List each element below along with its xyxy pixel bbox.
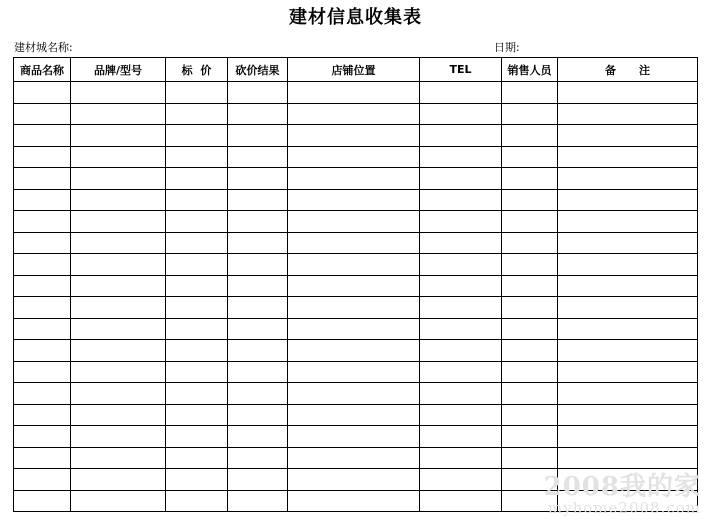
table-cell[interactable] [558,490,698,512]
header-tel: TEL [420,58,502,82]
watermark-line-2: myhome2008.com [547,499,701,518]
header-bargain-result: 砍价结果 [228,58,288,82]
table-cell[interactable] [14,318,71,340]
table-cell[interactable] [71,211,166,233]
table-cell[interactable] [71,254,166,276]
table-cell[interactable] [558,447,698,469]
table-cell[interactable] [420,404,502,426]
table-cell[interactable] [420,447,502,469]
table-cell[interactable] [288,383,420,405]
table-cell[interactable] [14,447,71,469]
watermark-line-1: 2008我的家 [543,471,701,502]
table-cell[interactable] [420,297,502,319]
info-collection-table [13,57,698,512]
table-cell[interactable] [502,318,558,340]
table-cell[interactable] [14,189,71,211]
table-cell[interactable] [502,125,558,147]
table-cell[interactable] [228,383,288,405]
table-cell[interactable] [558,340,698,362]
table-cell[interactable] [71,189,166,211]
table-cell[interactable] [166,404,228,426]
table-cell[interactable] [14,469,71,491]
table-cell[interactable] [228,361,288,383]
table-cell[interactable] [288,125,420,147]
table-cell[interactable] [71,82,166,104]
table-cell[interactable] [166,469,228,491]
table-cell[interactable] [71,146,166,168]
table-cell[interactable] [420,82,502,104]
table-cell[interactable] [288,297,420,319]
table-row [14,318,698,340]
table-cell[interactable] [166,82,228,104]
table-cell[interactable] [71,125,166,147]
table-cell[interactable] [502,211,558,233]
table-cell[interactable] [558,361,698,383]
table-cell[interactable] [502,490,558,512]
table-cell[interactable] [420,383,502,405]
table-cell[interactable] [228,275,288,297]
table-cell[interactable] [228,469,288,491]
table-cell[interactable] [502,340,558,362]
table-cell[interactable] [228,447,288,469]
table-cell[interactable] [166,318,228,340]
header-remarks: 备 注 [558,58,698,82]
table-cell[interactable] [71,426,166,448]
table-cell[interactable] [288,232,420,254]
table-cell[interactable] [288,254,420,276]
table-row [14,189,698,211]
table-row [14,254,698,276]
header-store-location: 店铺位置 [288,58,420,82]
table-cell[interactable] [288,211,420,233]
table-cell[interactable] [502,189,558,211]
table-cell[interactable] [420,340,502,362]
table-cell[interactable] [502,82,558,104]
table-cell[interactable] [502,426,558,448]
table-cell[interactable] [71,232,166,254]
table-cell[interactable] [166,168,228,190]
table-cell[interactable] [166,275,228,297]
table-cell[interactable] [558,318,698,340]
table-cell[interactable] [14,275,71,297]
table-cell[interactable] [288,103,420,125]
table-row [14,168,698,190]
table-cell[interactable] [228,125,288,147]
table-row [14,82,698,104]
table-cell[interactable] [228,490,288,512]
table-cell[interactable] [228,254,288,276]
table-cell[interactable] [420,168,502,190]
table-cell[interactable] [228,103,288,125]
table-cell[interactable] [420,318,502,340]
table-cell[interactable] [14,82,71,104]
table-cell[interactable] [14,383,71,405]
table-cell[interactable] [288,168,420,190]
table-cell[interactable] [502,383,558,405]
table-row [14,297,698,319]
table-cell[interactable] [166,490,228,512]
table-cell[interactable] [14,404,71,426]
header-list-price: 标 价 [166,58,228,82]
table-cell[interactable] [558,404,698,426]
table-row [14,211,698,233]
table-cell[interactable] [228,340,288,362]
table-cell[interactable] [558,275,698,297]
table-cell[interactable] [166,189,228,211]
table-cell[interactable] [71,275,166,297]
table-cell[interactable] [14,103,71,125]
table-cell[interactable] [502,103,558,125]
table-cell[interactable] [228,404,288,426]
table-cell[interactable] [558,146,698,168]
table-cell[interactable] [420,211,502,233]
table-cell[interactable] [288,490,420,512]
table-cell[interactable] [166,447,228,469]
table-cell[interactable] [14,125,71,147]
table-cell[interactable] [420,361,502,383]
table-cell[interactable] [166,232,228,254]
table-cell[interactable] [228,426,288,448]
table-cell[interactable] [14,490,71,512]
table-row [14,490,698,512]
table-cell[interactable] [71,447,166,469]
table-cell[interactable] [71,404,166,426]
table-cell[interactable] [288,82,420,104]
table-cell[interactable] [14,426,71,448]
table-cell[interactable] [558,297,698,319]
table-cell[interactable] [14,146,71,168]
table-cell[interactable] [558,383,698,405]
table-cell[interactable] [288,146,420,168]
table-cell[interactable] [228,297,288,319]
table-cell[interactable] [502,469,558,491]
table-cell[interactable] [228,82,288,104]
table-cell[interactable] [502,447,558,469]
header-product-name: 商品名称 [14,58,71,82]
table-cell[interactable] [14,211,71,233]
table-row [14,447,698,469]
table-cell[interactable] [420,189,502,211]
table-cell[interactable] [558,232,698,254]
table-cell[interactable] [166,125,228,147]
table-cell[interactable] [288,275,420,297]
table-cell[interactable] [228,168,288,190]
table-cell[interactable] [166,297,228,319]
table-cell[interactable] [71,103,166,125]
table-cell[interactable] [502,275,558,297]
table-row [14,146,698,168]
table-cell[interactable] [71,490,166,512]
table-row [14,469,698,491]
table-row [14,361,698,383]
table-cell[interactable] [14,297,71,319]
table-cell[interactable] [420,146,502,168]
table-cell[interactable] [166,254,228,276]
store-name-label: 建材城名称: [14,41,73,54]
table-cell[interactable] [420,232,502,254]
table-cell[interactable] [71,361,166,383]
table-row [14,426,698,448]
table-cell[interactable] [558,125,698,147]
table-cell[interactable] [502,254,558,276]
table-cell[interactable] [166,426,228,448]
table-cell[interactable] [166,103,228,125]
header-row [14,58,698,82]
table-cell[interactable] [288,404,420,426]
table-cell[interactable] [14,340,71,362]
table-cell[interactable] [288,447,420,469]
table-cell[interactable] [228,211,288,233]
table-cell[interactable] [558,103,698,125]
table-cell[interactable] [71,383,166,405]
table-cell[interactable] [502,297,558,319]
table-cell[interactable] [71,297,166,319]
table-row [14,232,698,254]
table-cell[interactable] [288,469,420,491]
date-label: 日期: [494,41,520,54]
table-cell[interactable] [14,232,71,254]
table-cell[interactable] [288,318,420,340]
header-brand-model: 品牌/型号 [71,58,166,82]
table-cell[interactable] [71,469,166,491]
table-cell[interactable] [420,490,502,512]
table-cell[interactable] [502,146,558,168]
table-cell[interactable] [558,211,698,233]
table-cell[interactable] [228,318,288,340]
table-cell[interactable] [228,189,288,211]
table-row [14,125,698,147]
table-cell[interactable] [228,232,288,254]
table-cell[interactable] [71,340,166,362]
table-cell[interactable] [14,254,71,276]
table-cell[interactable] [558,426,698,448]
table-cell[interactable] [420,469,502,491]
table-cell[interactable] [14,361,71,383]
table-cell[interactable] [288,340,420,362]
document-title: 建材信息收集表 [289,7,422,28]
table-cell[interactable] [420,254,502,276]
table-cell[interactable] [558,469,698,491]
table-cell[interactable] [166,383,228,405]
table-cell[interactable] [558,168,698,190]
table-cell[interactable] [502,232,558,254]
table-cell[interactable] [166,146,228,168]
table-cell[interactable] [420,103,502,125]
table-row [14,103,698,125]
header-salesperson: 销售人员 [502,58,558,82]
table-cell[interactable] [558,189,698,211]
table-cell[interactable] [420,125,502,147]
table-cell[interactable] [71,168,166,190]
table-cell[interactable] [420,426,502,448]
table-row [14,340,698,362]
table-cell[interactable] [288,361,420,383]
table-cell[interactable] [288,426,420,448]
table-row [14,404,698,426]
table-cell[interactable] [228,146,288,168]
table-cell[interactable] [420,275,502,297]
table-cell[interactable] [558,254,698,276]
table-cell[interactable] [288,189,420,211]
table-cell[interactable] [166,211,228,233]
table-cell[interactable] [166,340,228,362]
table-cell[interactable] [166,361,228,383]
table-cell[interactable] [71,318,166,340]
table-cell[interactable] [502,404,558,426]
table-cell[interactable] [558,82,698,104]
table-row [14,275,698,297]
table-cell[interactable] [502,168,558,190]
table-cell[interactable] [502,361,558,383]
table-row [14,383,698,405]
table-cell[interactable] [14,168,71,190]
